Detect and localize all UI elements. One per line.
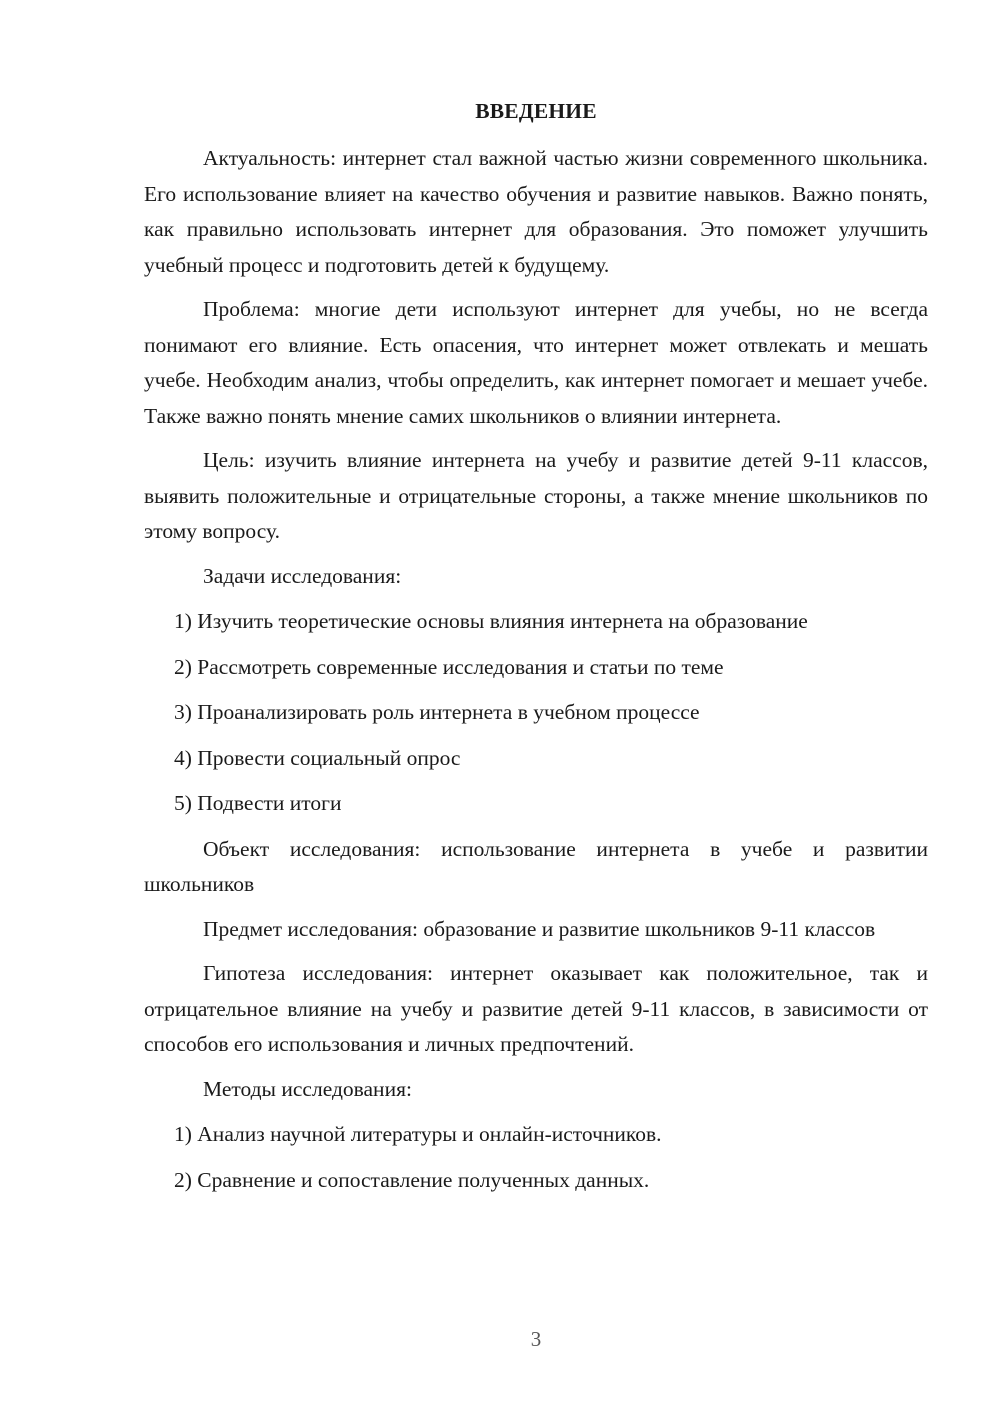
paragraph-hypothesis: Гипотеза исследования: интернет оказывает как положительное, так и отрицательное влияние на учебу и развитие детей 9-11 классов, в зависимости от способов его использования и личных предпочтений. <box>144 961 928 1056</box>
task-item-3: 3) Проанализировать роль интернета в учебном процессе <box>174 700 700 724</box>
page-content <box>144 96 928 1208</box>
task-item-1: 1) Изучить теоретические основы влияния интернета на образование <box>174 609 808 633</box>
method-item-2: 2) Сравнение и сопоставление полученных данных. <box>174 1167 650 1192</box>
paragraph-goal: Цель: изучить влияние интернета на учебу и развитие детей 9-11 классов, выявить положительные и отрицательные стороны, а также мнение школьников по этому вопросу. <box>144 448 928 543</box>
paragraph-object: Объект исследования: использование интернета в учебе и развитии школьников <box>144 836 928 896</box>
page-number: 3 <box>530 1327 542 1351</box>
paragraph-problem: Проблема: многие дети используют интернет для учебы, но не всегда понимают его влияние. Есть опасения, что интернет может отвлекать и мешать учебе. Необходим анализ, чтобы определить, как интернет помогает и мешает учебе. Также важно понять мнение самих школьников о влиянии интернета. <box>144 297 928 428</box>
method-item-1: 1) Анализ научной литературы и онлайн-источников. <box>174 1122 662 1146</box>
section-heading: ВВЕДЕНИЕ <box>475 99 597 123</box>
paragraph-subject: Предмет исследования: образование и развитие школьников 9-11 классов <box>203 916 876 941</box>
tasks-title: Задачи исследования: <box>203 563 402 588</box>
methods-title: Методы исследования: <box>203 1076 412 1101</box>
task-item-2: 2) Рассмотреть современные исследования и статьи по теме <box>174 654 724 679</box>
task-item-5: 5) Подвести итоги <box>174 791 342 815</box>
paragraph-relevance: Актуальность: интернет стал важной частью жизни современного школьника. Его использование влияет на качество обучения и развитие навыков. Важно понять, как правильно использовать интернет для образования. Это поможет улучшить учебный процесс и подготовить детей к будущему. <box>144 146 928 277</box>
task-item-4: 4) Провести социальный опрос <box>174 745 461 770</box>
